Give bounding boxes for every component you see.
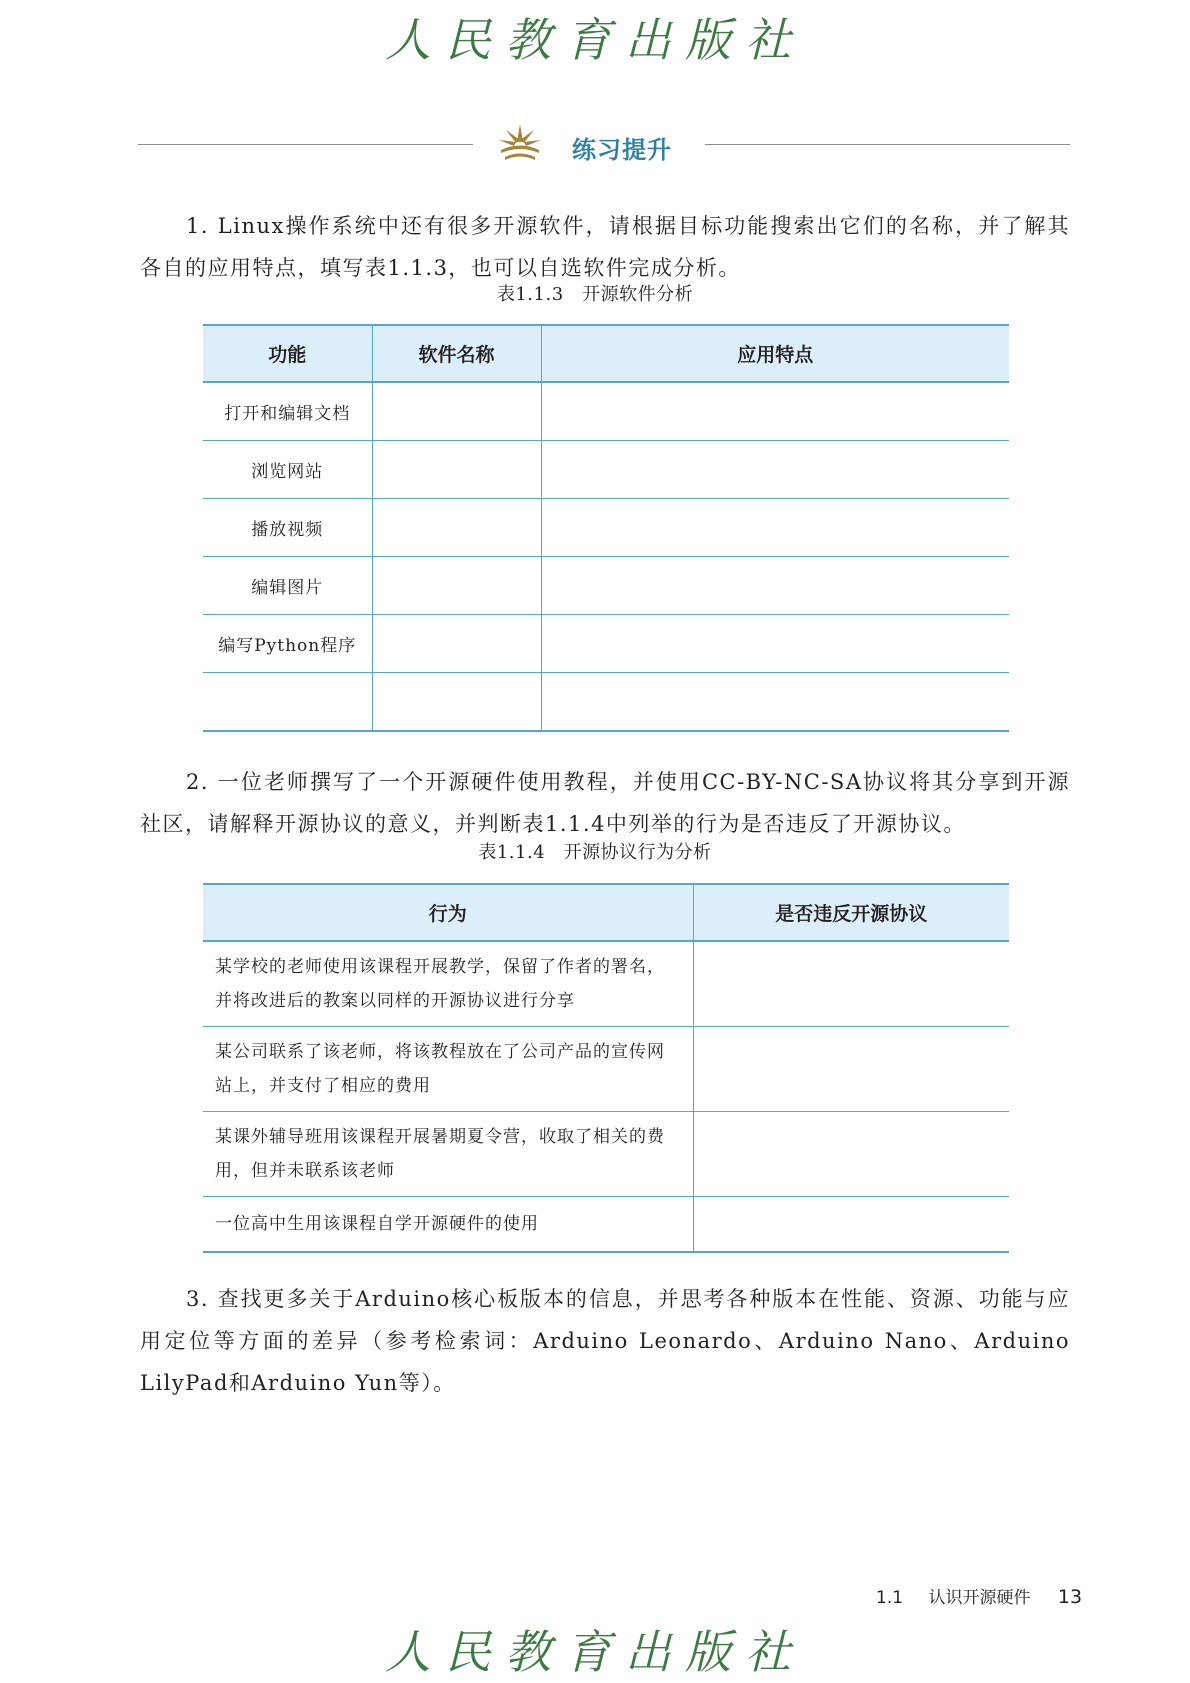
function-cell[interactable] [203, 673, 372, 732]
function-cell: 浏览网站 [203, 441, 372, 499]
features-cell[interactable] [541, 673, 1009, 732]
software-name-cell[interactable] [372, 382, 541, 441]
features-cell[interactable] [541, 615, 1009, 673]
page-number: 13 [1057, 1586, 1083, 1608]
function-cell: 播放视频 [203, 499, 372, 557]
page-footer [876, 1583, 1082, 1608]
header-rule-right [705, 144, 1070, 145]
software-name-cell[interactable] [372, 615, 541, 673]
table-row [203, 557, 1009, 615]
table-row [203, 941, 1009, 1027]
violation-cell[interactable] [693, 1027, 1009, 1112]
section-header [0, 120, 1190, 172]
behavior-cell: 一位高中生用该课程自学开源硬件的使用 [203, 1197, 693, 1253]
features-cell[interactable] [541, 557, 1009, 615]
column-header: 功能 [203, 325, 372, 382]
behavior-cell: 某公司联系了该老师，将该教程放在了公司产品的宣传网站上，并支付了相应的费用 [203, 1027, 693, 1112]
table-row [203, 441, 1009, 499]
software-name-cell[interactable] [372, 557, 541, 615]
column-header: 是否违反开源协议 [693, 884, 1009, 941]
table-row [203, 499, 1009, 557]
software-name-cell[interactable] [372, 441, 541, 499]
table-row [203, 615, 1009, 673]
violation-cell[interactable] [693, 1112, 1009, 1197]
table-row [203, 382, 1009, 441]
open-source-software-table [203, 324, 1009, 732]
footer-section-title: 认识开源硬件 [928, 1588, 1031, 1608]
footer-section-number: 1.1 [876, 1588, 904, 1608]
behavior-cell: 某课外辅导班用该课程开展暑期夏令营，收取了相关的费用，但并未联系该老师 [203, 1112, 693, 1197]
header-rule-left [138, 144, 473, 145]
function-cell: 编写Python程序 [203, 615, 372, 673]
sunrise-logo-icon [497, 120, 543, 166]
column-header: 软件名称 [372, 325, 541, 382]
software-name-cell[interactable] [372, 499, 541, 557]
violation-cell[interactable] [693, 1197, 1009, 1253]
publisher-watermark-bottom: 人民教育出版社 [385, 1625, 805, 1679]
table-row [203, 1027, 1009, 1112]
exercise-2-text: 2. 一位老师撰写了一个开源硬件使用教程，并使用CC-BY-NC-SA协议将其分享到开源社区，请解释开源协议的意义，并判断表1.1.4中列举的行为是否违反了开源协议。 [140, 770, 1070, 836]
license-behavior-table [203, 883, 1009, 1253]
publisher-watermark-top: 人民教育出版社 [385, 13, 805, 67]
function-cell: 打开和编辑文档 [203, 382, 372, 441]
table-2-caption: 表1.1.4 开源协议行为分析 [478, 842, 712, 863]
section-title: 练习提升 [572, 136, 672, 164]
table-row [203, 1112, 1009, 1197]
violation-cell[interactable] [693, 941, 1009, 1027]
table-header-row [203, 884, 1009, 941]
features-cell[interactable] [541, 441, 1009, 499]
table-row [203, 673, 1009, 732]
table-row [203, 1197, 1009, 1253]
table-header-row [203, 325, 1009, 382]
features-cell[interactable] [541, 499, 1009, 557]
exercise-3-text: 3. 查找更多关于Arduino核心板版本的信息，并思考各种版本在性能、资源、功能与应用定位等方面的差异（参考检索词：Arduino Leonardo、Arduino Nano、Arduino LilyPad和Arduino Yun等）。 [140, 1287, 1070, 1395]
column-header: 应用特点 [541, 325, 1009, 382]
software-name-cell[interactable] [372, 673, 541, 732]
features-cell[interactable] [541, 382, 1009, 441]
table-1-caption: 表1.1.3 开源软件分析 [496, 284, 694, 305]
function-cell: 编辑图片 [203, 557, 372, 615]
behavior-cell: 某学校的老师使用该课程开展教学，保留了作者的署名，并将改进后的教案以同样的开源协议进行分享 [203, 941, 693, 1027]
column-header: 行为 [203, 884, 693, 941]
exercise-1-text: 1. Linux操作系统中还有很多开源软件，请根据目标功能搜索出它们的名称，并了解其各自的应用特点，填写表1.1.3，也可以自选软件完成分析。 [140, 214, 1070, 280]
